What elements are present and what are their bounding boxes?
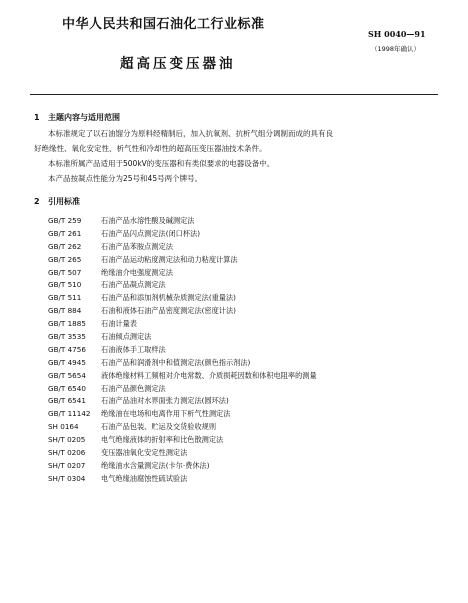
- section-1-paragraph-2: 本标准所属产品适用于500kV的变压器和有类似要求的电器设备中。: [48, 159, 275, 168]
- section-2-number: 2: [34, 197, 40, 206]
- reference-item: [48, 460, 317, 473]
- reference-title: 石油液体手工取样法: [101, 344, 166, 354]
- reference-item: [48, 473, 317, 486]
- reference-code: GB/T 510: [48, 280, 82, 290]
- section-1-paragraph-1-line-2: 好绝缘性、氧化安定性、析气性和冷却性的超高压变压器油技术条件。: [34, 144, 267, 153]
- reference-title: 石油产品闪点测定法(闭口杯法): [101, 228, 201, 238]
- section-2-heading: [34, 196, 80, 207]
- reference-item: [48, 228, 317, 241]
- reference-code: SH/T 0304: [48, 473, 86, 483]
- section-1-title: 主题内容与适用范围: [48, 113, 120, 122]
- issuing-organization: 中华人民共和国石油化工行业标准: [62, 17, 265, 32]
- reference-code: GB/T 262: [48, 241, 82, 251]
- reference-code: GB/T 3535: [48, 332, 86, 342]
- reference-item: [48, 408, 317, 421]
- reference-item: [48, 305, 317, 318]
- reference-title: 石油产品和添加剂机械杂质测定法(重量法): [101, 293, 236, 303]
- reference-code: GB/T 4945: [48, 357, 86, 367]
- reference-code: SH/T 0206: [48, 448, 86, 458]
- reference-item: [48, 434, 317, 447]
- reference-code: GB/T 6540: [48, 383, 86, 393]
- reference-title: 电气绝缘液体的折射率和比色散测定法: [101, 435, 224, 445]
- reference-code: GB/T 11142: [48, 409, 91, 419]
- reference-item: [48, 421, 317, 434]
- reference-title: 石油产品水溶性酸及碱测定法: [101, 216, 195, 225]
- reference-code: GB/T 259: [48, 216, 82, 225]
- reference-title: 液体绝缘材料工频相对介电常数、介质损耗因数和体积电阻率的测量: [101, 370, 317, 380]
- reference-item: [48, 267, 317, 280]
- document-title: 超高压变压器油: [120, 56, 236, 72]
- reference-item: [48, 318, 317, 331]
- reference-item: [48, 292, 317, 305]
- reference-item: [48, 357, 317, 370]
- reference-title: 石油产品运动粘度测定法和动力粘度计算法: [101, 254, 238, 264]
- reference-item: [48, 447, 317, 460]
- reference-title: 石油产品油对水界面张力测定法(圆环法): [101, 396, 229, 406]
- reference-code: SH/T 0207: [48, 460, 86, 470]
- section-1-heading: [34, 112, 120, 123]
- reference-code: GB/T 265: [48, 254, 82, 264]
- reference-code: GB/T 511: [48, 293, 82, 303]
- standard-confirmation-year: （1998年确认）: [371, 45, 421, 53]
- reference-code: GB/T 5654: [48, 370, 86, 380]
- reference-title: 石油产品苯胺点测定法: [101, 241, 173, 251]
- referenced-standards-list: [48, 215, 317, 486]
- header-divider: [30, 94, 438, 95]
- reference-code: SH/T 0205: [48, 435, 86, 445]
- reference-item: [48, 279, 317, 292]
- reference-code: SH 0164: [48, 422, 79, 432]
- reference-title: 石油产品凝点测定法: [101, 280, 166, 290]
- reference-title: 电气绝缘油腐蚀性硫试验法: [101, 473, 188, 483]
- reference-item: [48, 215, 317, 228]
- reference-title: 石油产品包装、贮运及交货验收规则: [101, 422, 217, 432]
- section-2-title: 引用标准: [48, 197, 80, 206]
- reference-title: 变压器油氧化安定性测定法: [101, 448, 188, 458]
- reference-item: [48, 254, 317, 267]
- reference-item: [48, 344, 317, 357]
- reference-item: [48, 241, 317, 254]
- reference-item: [48, 370, 317, 383]
- reference-title: 石油和液体石油产品密度测定法(密度计法): [101, 306, 236, 316]
- reference-code: GB/T 1885: [48, 319, 86, 329]
- reference-item: [48, 331, 317, 344]
- reference-code: GB/T 6541: [48, 396, 86, 406]
- section-1-number: 1: [34, 113, 40, 122]
- reference-code: GB/T 884: [48, 306, 82, 316]
- section-1-paragraph-1-line-1: 本标准规定了以石油馏分为原料经精制后，加入抗氧剂、抗析气组分调制而成的具有良: [48, 129, 333, 138]
- section-1-paragraph-3: 本产品按凝点性能分为25号和45号两个牌号。: [48, 174, 203, 183]
- reference-title: 石油计量表: [101, 319, 137, 329]
- reference-title: 石油产品和润滑剂中和值测定法(颜色指示剂法): [101, 357, 251, 367]
- reference-title: 绝缘油水含量测定法(卡尔·费休法): [101, 460, 210, 470]
- reference-item: [48, 383, 317, 396]
- reference-code: GB/T 507: [48, 267, 82, 277]
- reference-item: [48, 395, 317, 408]
- reference-code: GB/T 261: [48, 228, 82, 238]
- reference-title: 绝缘油介电强度测定法: [101, 267, 173, 277]
- reference-code: GB/T 4756: [48, 344, 86, 354]
- reference-title: 石油倾点测定法: [101, 332, 152, 342]
- standard-code: SH 0040—91: [368, 29, 426, 39]
- reference-title: 绝缘油在电场和电离作用下析气性测定法: [101, 409, 231, 419]
- reference-title: 石油产品颜色测定法: [101, 383, 166, 393]
